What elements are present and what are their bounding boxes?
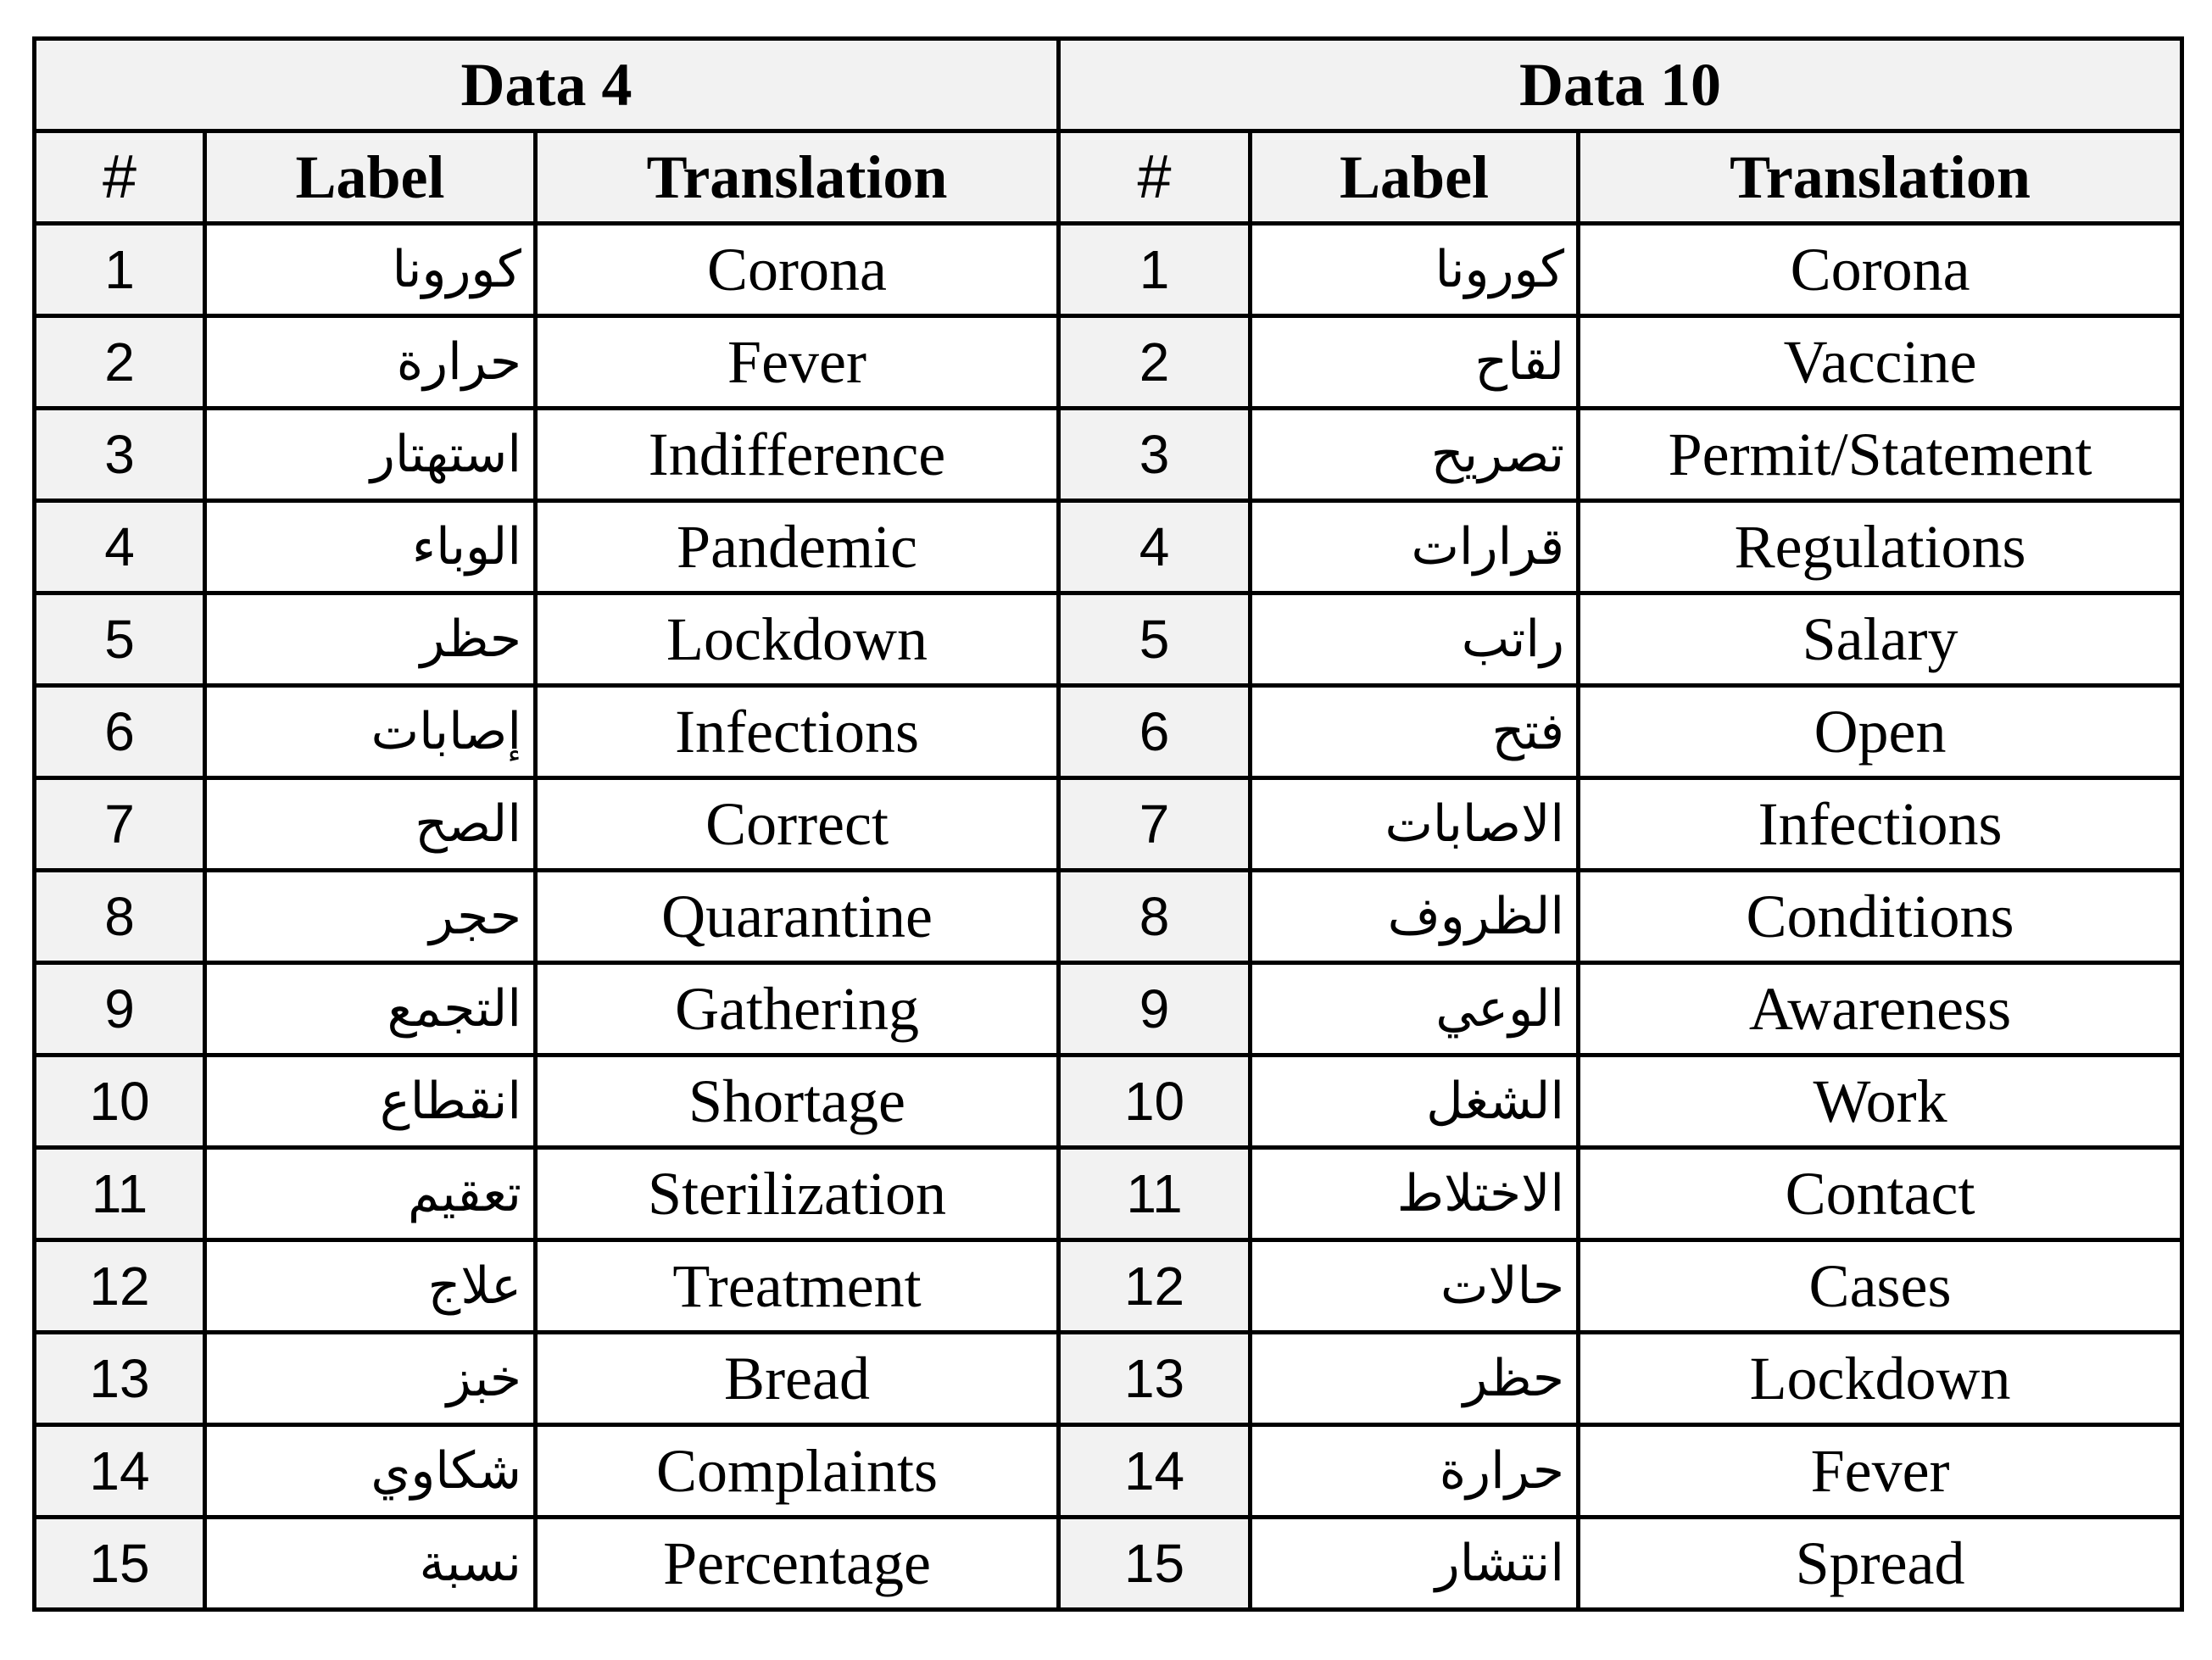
- table-row: [35, 316, 2182, 409]
- row-number: 8: [1059, 871, 1251, 963]
- table-body: [35, 224, 2182, 1610]
- group-title-data-10: Data 10: [1059, 39, 2182, 131]
- arabic-label: فتح: [1251, 686, 1579, 778]
- translation: Correct: [536, 778, 1059, 871]
- row-number: 9: [35, 963, 205, 1056]
- arabic-label: حرارة: [205, 316, 536, 409]
- table-row: [35, 1056, 2182, 1148]
- translation: Pandemic: [536, 501, 1059, 593]
- arabic-label: إصابات: [205, 686, 536, 778]
- translation: Work: [1579, 1056, 2182, 1148]
- translation: Indifference: [536, 409, 1059, 501]
- row-number: 15: [35, 1518, 205, 1610]
- arabic-label: الاختلاط: [1251, 1148, 1579, 1240]
- table-row: [35, 686, 2182, 778]
- row-number: 2: [35, 316, 205, 409]
- translation: Complaints: [536, 1425, 1059, 1518]
- translation: Bread: [536, 1333, 1059, 1425]
- translation: Infections: [1579, 778, 2182, 871]
- arabic-label: حظر: [205, 593, 536, 686]
- table-row: [35, 963, 2182, 1056]
- translation: Sterilization: [536, 1148, 1059, 1240]
- group-title-data-4: Data 4: [35, 39, 1059, 131]
- arabic-label: نسبة: [205, 1518, 536, 1610]
- translation: Fever: [536, 316, 1059, 409]
- arabic-label: الصح: [205, 778, 536, 871]
- table-row: [35, 1425, 2182, 1518]
- row-number: 6: [1059, 686, 1251, 778]
- arabic-label: شكاوي: [205, 1425, 536, 1518]
- table-row: [35, 593, 2182, 686]
- table-row: [35, 1333, 2182, 1425]
- column-header-label: Label: [1251, 131, 1579, 224]
- row-number: 1: [35, 224, 205, 316]
- translation: Regulations: [1579, 501, 2182, 593]
- translation: Infections: [536, 686, 1059, 778]
- group-header-row: [35, 39, 2182, 131]
- translation: Treatment: [536, 1240, 1059, 1333]
- row-number: 14: [1059, 1425, 1251, 1518]
- column-header-translation: Translation: [1579, 131, 2182, 224]
- row-number: 11: [35, 1148, 205, 1240]
- row-number: 5: [1059, 593, 1251, 686]
- table-row: [35, 778, 2182, 871]
- translation: Cases: [1579, 1240, 2182, 1333]
- row-number: 10: [35, 1056, 205, 1148]
- row-number: 7: [35, 778, 205, 871]
- column-header-translation: Translation: [536, 131, 1059, 224]
- row-number: 4: [35, 501, 205, 593]
- row-number: 13: [35, 1333, 205, 1425]
- translation: Lockdown: [1579, 1333, 2182, 1425]
- row-number: 13: [1059, 1333, 1251, 1425]
- translation: Lockdown: [536, 593, 1059, 686]
- row-number: 5: [35, 593, 205, 686]
- row-number: 1: [1059, 224, 1251, 316]
- row-number: 3: [1059, 409, 1251, 501]
- arabic-label: الشغل: [1251, 1056, 1579, 1148]
- translation: Contact: [1579, 1148, 2182, 1240]
- translation: Fever: [1579, 1425, 2182, 1518]
- arabic-label: الوباء: [205, 501, 536, 593]
- arabic-label: لقاح: [1251, 316, 1579, 409]
- translation: Conditions: [1579, 871, 2182, 963]
- translation: Vaccine: [1579, 316, 2182, 409]
- translation: Shortage: [536, 1056, 1059, 1148]
- column-header-label: Label: [205, 131, 536, 224]
- translation: Awareness: [1579, 963, 2182, 1056]
- arabic-label: انقطاع: [205, 1056, 536, 1148]
- table-row: [35, 409, 2182, 501]
- arabic-label: حجر: [205, 871, 536, 963]
- column-header-num: #: [1059, 131, 1251, 224]
- row-number: 12: [35, 1240, 205, 1333]
- arabic-label: حظر: [1251, 1333, 1579, 1425]
- arabic-label: حالات: [1251, 1240, 1579, 1333]
- arabic-label: التجمع: [205, 963, 536, 1056]
- arabic-label: راتب: [1251, 593, 1579, 686]
- table-row: [35, 1518, 2182, 1610]
- row-number: 11: [1059, 1148, 1251, 1240]
- arabic-label: استهتار: [205, 409, 536, 501]
- translation: Percentage: [536, 1518, 1059, 1610]
- translation: Corona: [536, 224, 1059, 316]
- translation: Spread: [1579, 1518, 2182, 1610]
- table-row: [35, 1240, 2182, 1333]
- table-row: [35, 871, 2182, 963]
- translation: Open: [1579, 686, 2182, 778]
- column-header-num: #: [35, 131, 205, 224]
- arabic-label: علاج: [205, 1240, 536, 1333]
- arabic-label: كورونا: [205, 224, 536, 316]
- translation: Gathering: [536, 963, 1059, 1056]
- row-number: 2: [1059, 316, 1251, 409]
- row-number: 8: [35, 871, 205, 963]
- translation: Corona: [1579, 224, 2182, 316]
- table-row: [35, 501, 2182, 593]
- arabic-label: تعقيم: [205, 1148, 536, 1240]
- row-number: 9: [1059, 963, 1251, 1056]
- arabic-label: الاصابات: [1251, 778, 1579, 871]
- arabic-label: خبز: [205, 1333, 536, 1425]
- table-row: [35, 1148, 2182, 1240]
- arabic-label: قرارات: [1251, 501, 1579, 593]
- row-number: 10: [1059, 1056, 1251, 1148]
- translation: Quarantine: [536, 871, 1059, 963]
- translation-table: [32, 36, 2184, 1612]
- column-header-row: [35, 131, 2182, 224]
- translation: Permit/Statement: [1579, 409, 2182, 501]
- row-number: 3: [35, 409, 205, 501]
- arabic-label: حرارة: [1251, 1425, 1579, 1518]
- row-number: 14: [35, 1425, 205, 1518]
- row-number: 6: [35, 686, 205, 778]
- row-number: 15: [1059, 1518, 1251, 1610]
- table-row: [35, 224, 2182, 316]
- arabic-label: الظروف: [1251, 871, 1579, 963]
- row-number: 4: [1059, 501, 1251, 593]
- translation: Salary: [1579, 593, 2182, 686]
- arabic-label: كورونا: [1251, 224, 1579, 316]
- arabic-label: الوعي: [1251, 963, 1579, 1056]
- row-number: 7: [1059, 778, 1251, 871]
- arabic-label: انتشار: [1251, 1518, 1579, 1610]
- row-number: 12: [1059, 1240, 1251, 1333]
- arabic-label: تصريح: [1251, 409, 1579, 501]
